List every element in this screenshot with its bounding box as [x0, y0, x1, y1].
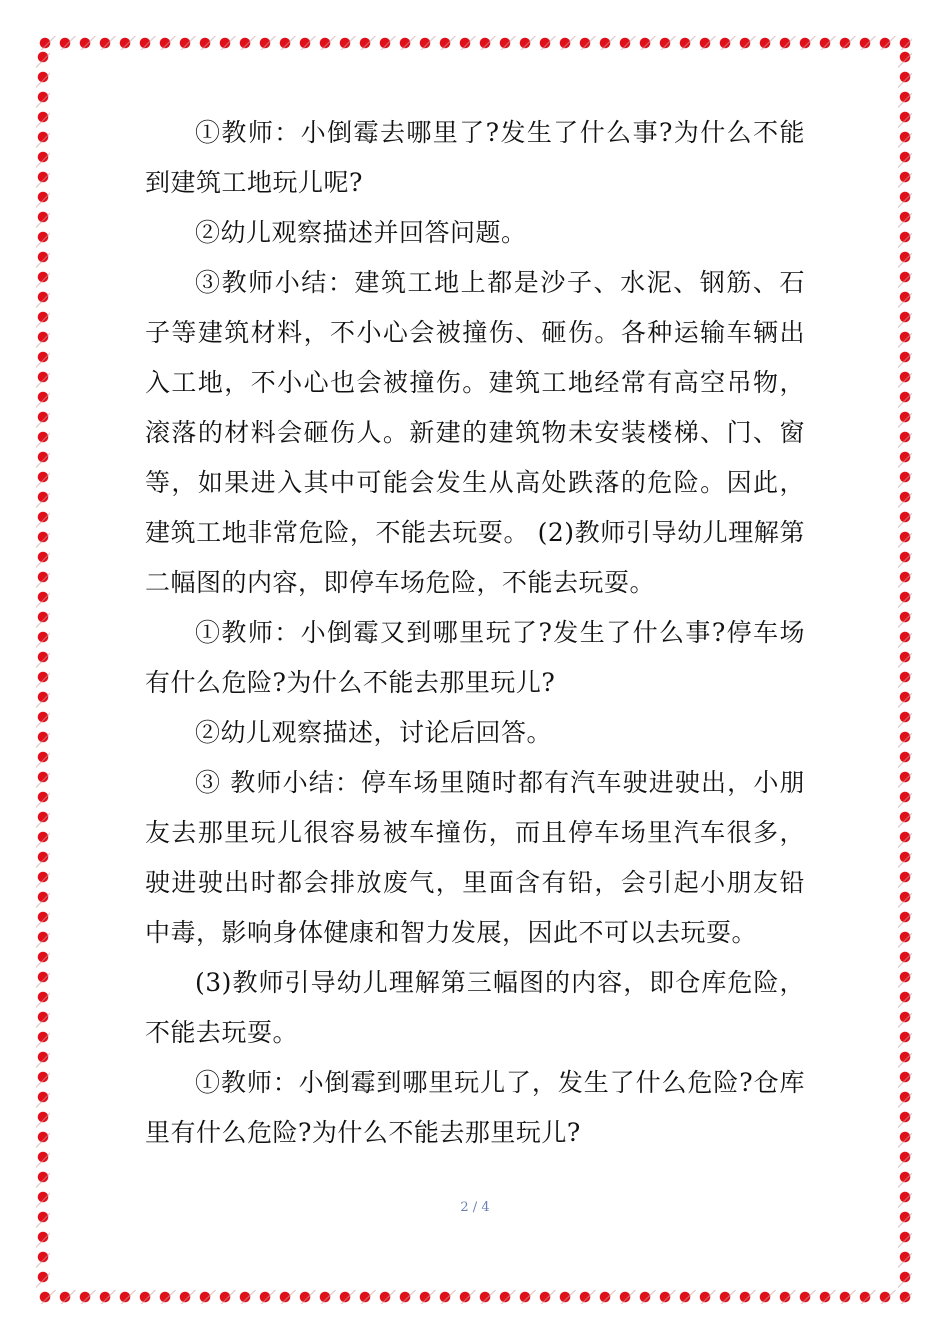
- page-number: 2 / 4: [460, 1200, 490, 1215]
- document-body: [145, 108, 805, 1158]
- paragraph: ①教师：小倒霉又到哪里玩了?发生了什么事?停车场有什么危险?为什么不能去那里玩儿?: [145, 618, 805, 697]
- paragraph: ①教师：小倒霉到哪里玩儿了，发生了什么危险?仓库里有什么危险?为什么不能去那里玩儿?: [145, 1068, 805, 1147]
- decorative-border-top: [38, 36, 912, 50]
- paragraph: ③教师小结：建筑工地上都是沙子、水泥、钢筋、石子等建筑材料，不小心会被撞伤、砸伤。各种运输车辆出入工地，不小心也会被撞伤。建筑工地经常有高空吊物，滚落的材料会砸伤人。新建的建筑物未安装楼梯、门、窗等，如果进入其中可能会发生从高处跌落的危险。因此，建筑工地非常危险，不能去玩耍。 (2)教师引导幼儿理解第二幅图的内容，即停车场危险，不能去玩耍。: [145, 268, 805, 597]
- paragraph: ②幼儿观察描述并回答问题。: [195, 218, 527, 247]
- decorative-border-bottom: [38, 1290, 912, 1304]
- paragraph: (3)教师引导幼儿理解第三幅图的内容，即仓库危险，不能去玩耍。: [145, 968, 805, 1047]
- decorative-border-right: [898, 50, 912, 1290]
- paragraph: ①教师：小倒霉去哪里了?发生了什么事?为什么不能到建筑工地玩儿呢?: [145, 118, 805, 197]
- decorative-border-left: [36, 50, 50, 1290]
- paragraph: ③ 教师小结：停车场里随时都有汽车驶进驶出，小朋友去那里玩儿很容易被车撞伤，而且停车场里汽车很多，驶进驶出时都会排放废气，里面含有铅，会引起小朋友铅中毒，影响身体健康和智力发展，因此不可以去玩耍。: [145, 768, 805, 947]
- paragraph: ②幼儿观察描述，讨论后回答。: [195, 718, 553, 747]
